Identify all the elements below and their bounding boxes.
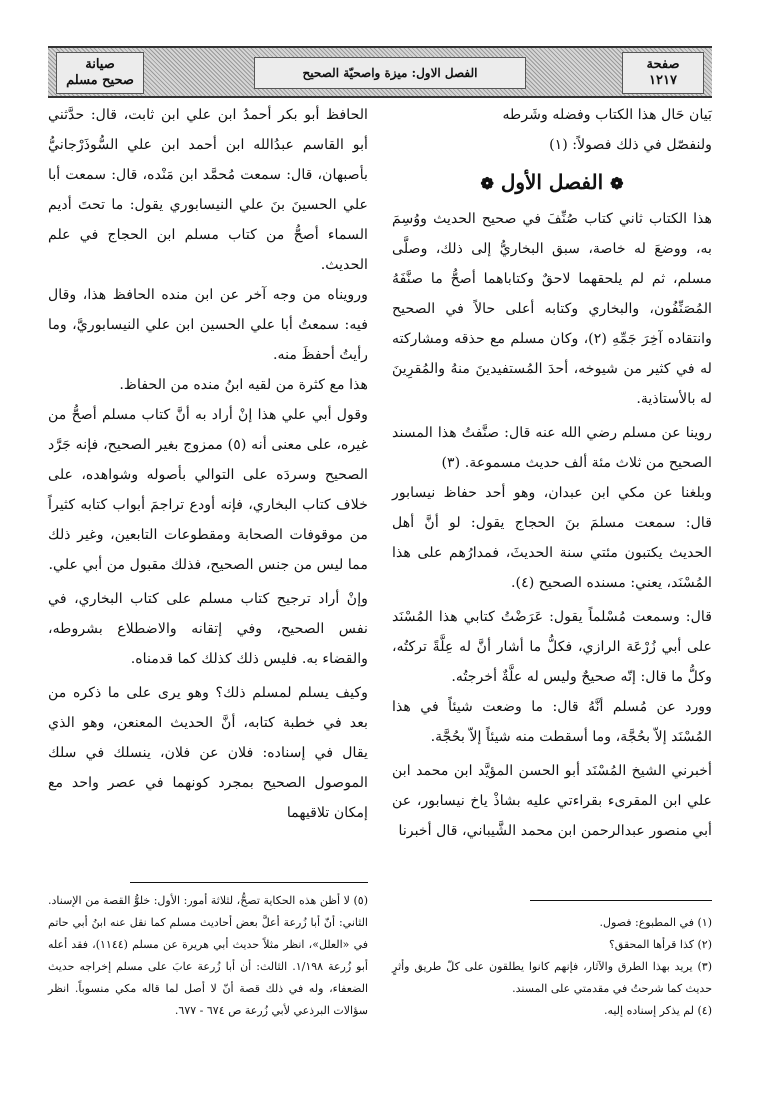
paragraph: ورويناه من وجه آخر عن ابن منده الحافظ هذا، وقال فيه: سمعتُ أبا علي الحسين ابن علي النيسابوريَّ، وما رأيتُ أحفظَ منه.: [48, 287, 368, 363]
footnote-divider: [130, 882, 368, 883]
paragraph: وكيف يسلم لمسلم ذلك؟ وهو يرى على ما ذكره من بعد في خطبة كتابه، أنَّ الحديث المعنعن، وهو الذي يقال في إسناده: فلان عن فلان، ينسلك في سلك الموصول الصحيح بمجرد كونهما في عصر واحد مع إمكان تلاقيهما: [48, 685, 368, 821]
page-number-box: [622, 52, 704, 94]
section-title: [392, 162, 712, 204]
ornament-icon: ❁: [480, 174, 494, 193]
book-title-line2: صحيح مسلم: [66, 73, 134, 88]
footnote: (٤) لم يذكر إسناده إليه.: [603, 1004, 712, 1017]
paragraph: وورد عن مُسلم أنَّهُ قال: ما وضعت شيئاً في هذا المُسْنَد إلاّ بحُجَّة، وما أسقطت منه شيئاً إلاّ بحُجَّة.: [392, 699, 712, 745]
footnote: (٢) كذا قرأها المحقق؟: [608, 938, 712, 951]
paragraph: وقول أبي علي هذا إنْ أراد به أنَّ كتاب مسلم أصحُّ من غيره، على معنى أنه (٥) ممزوج بغير الصحيح، فإنه جَرَّد الصحيح وسردَه على التوالي بأصوله وشواهده، على خلاف كتاب البخاري، فإنه أودع تراجمَ أبواب كتابه كثيراً من موقوفات الصحابة ومقطوعات التابعين، وغير ذلك مما ليس من جنس الصحيح، فذلك مقبول من أبي علي.: [48, 407, 369, 573]
paragraph: هذا الكتاب ثاني كتاب صُنِّفَ في صحيح الحديث ووُسِمَ به، ووضعَ له خاصة، سبق البخاريُّ إلى ذلك، وصلَّى مسلم، ثم لم يلحقهما لاحقٌ وكتاباهما أصحُّ ما صنَّفَهُ المُصَنِّفُون، والبخاري وكتابه أعلى حالاً في الصحيح وانتقاده آخِرَ جَمِّهِ (٢)، وكان مسلم مع حذقه ومشاركته له في كثير من شيوخه، أحدَ المُستفيدينَ منهُ والمُقرِينَ له بالأستاذية.: [392, 211, 712, 407]
book-title-box: [56, 52, 144, 94]
page-label: صفحة: [646, 57, 680, 72]
page-number: ١٢١٧: [649, 73, 677, 88]
footnote: (٣) يريد بهذا الطرق والآثار، فإنهم كانوا يطلقون على كلّ طريق وأثرٍ حديث كما شرحتُ في مقدمتي على المسند.: [392, 960, 712, 995]
footnotes-left: [48, 890, 368, 1022]
section-title-text: الفصل الأول: [500, 170, 604, 194]
footnote: (٥) لا أظن هذه الحكاية تصحُّ، لثلاثة أمور: الأول: خلوُّ القصة من الإسناد. الثاني: أنّ أبا زُرعة أعلَّ بعض أحاديث مسلم كما نقل عنه ابنُ أبي حاتم في «العلل»، انظر مثلاً حديث أبي هريرة عن مسلم (١١٤٤)، فقد أعله أبو زُرعة ١/١٩٨. الثالث: أن أبا زُرعة عابَ على مسلم إخراجه حديث الضعفاء، وله في ذلك قصة أنّ لا أصل لما قاله مكي منسوباً. انظر سؤالات البرذعي لأبي زُرعة ص ٦٧٤ - ٦٧٧.: [48, 894, 368, 1017]
ornament-icon: ❁: [610, 174, 624, 193]
book-title-line1: صيانة: [85, 57, 115, 72]
paragraph: وبلغنا عن مكي ابن عبدان، وهو أحد حفاظ نيسابور قال: سمعت مسلمَ بنَ الحجاج يقول: لو أنَّ أهل الحديث يكتبون مئتي سنة الحديثَ، فمدارُهم على هذا المُسْنَد، يعني: مسنده الصحيح (٤).: [392, 485, 712, 591]
left-column: [48, 100, 368, 828]
page-header: [48, 46, 712, 98]
footnote: (١) في المطبوع: فصول.: [599, 916, 712, 929]
intro-line: ولنفصّل في ذلك فصولاً: (١): [549, 137, 712, 153]
footnote-divider: [530, 900, 712, 901]
paragraph: روينا عن مسلم رضي الله عنه قال: صنَّفتُ هذا المسند الصحيح من ثلاث مئة ألف حديث مسموعة. (٣): [392, 425, 712, 471]
paragraph: وإنْ أراد ترجيح كتاب مسلم على كتاب البخاري، في نفس الصحيح، وفي إتقانه والاضطلاع بشروطه، والقضاء به. فليس ذلك كذلك كما قدمناه.: [48, 591, 368, 667]
paragraph: أخبرني الشيخ المُسْنَد أبو الحسن المؤيَّد ابن محمد ابن علي ابن المقرىء بقراءتي عليه بشاذْ ياخ نيسابور، عن أبي منصور عبدالرحمن ابن محمد الشَّيباني، قال أخبرنا: [392, 763, 712, 839]
chapter-title-box: [254, 57, 526, 89]
chapter-title: الفصل الاول: ميزة واصحيّة الصحيح: [302, 66, 478, 80]
intro-line: بَيان حَال هذا الكتاب وفضله وشَرطه: [502, 107, 712, 123]
footnotes-right: [392, 912, 712, 1022]
right-column: [392, 100, 712, 846]
paragraph: قال: وسمعت مُسْلماً يقول: عَرَضْتُ كتابي هذا المُسْنَد على أبي زُرْعَة الرازي، فكلُّ ما أشار أنَّ له عِلَّةً تركتُه، وكلُّ ما قال: إنّه صحيحٌ وليس له علَّةٌ أخرجتُه.: [392, 609, 712, 685]
paragraph: هذا مع كثرة من لقيه ابنُ منده من الحفاظ.: [119, 377, 368, 393]
paragraph: الحافظ أبو بكر أحمدُ ابن علي ابن ثابت، قال: حدَّثني أبو القاسم عبدُالله ابن أحمد ابن علي السُّوذَرْجانيُّ بأصبهان، قال: سمعت مُحمَّد ابن مَنْده، قال: سمعت أبا علي الحسينَ بنَ علي النيسابوري يقول: ما تحتَ أديم السماء أصحُّ من كتاب مسلم ابن الحجاج في علم الحديث.: [48, 107, 368, 273]
